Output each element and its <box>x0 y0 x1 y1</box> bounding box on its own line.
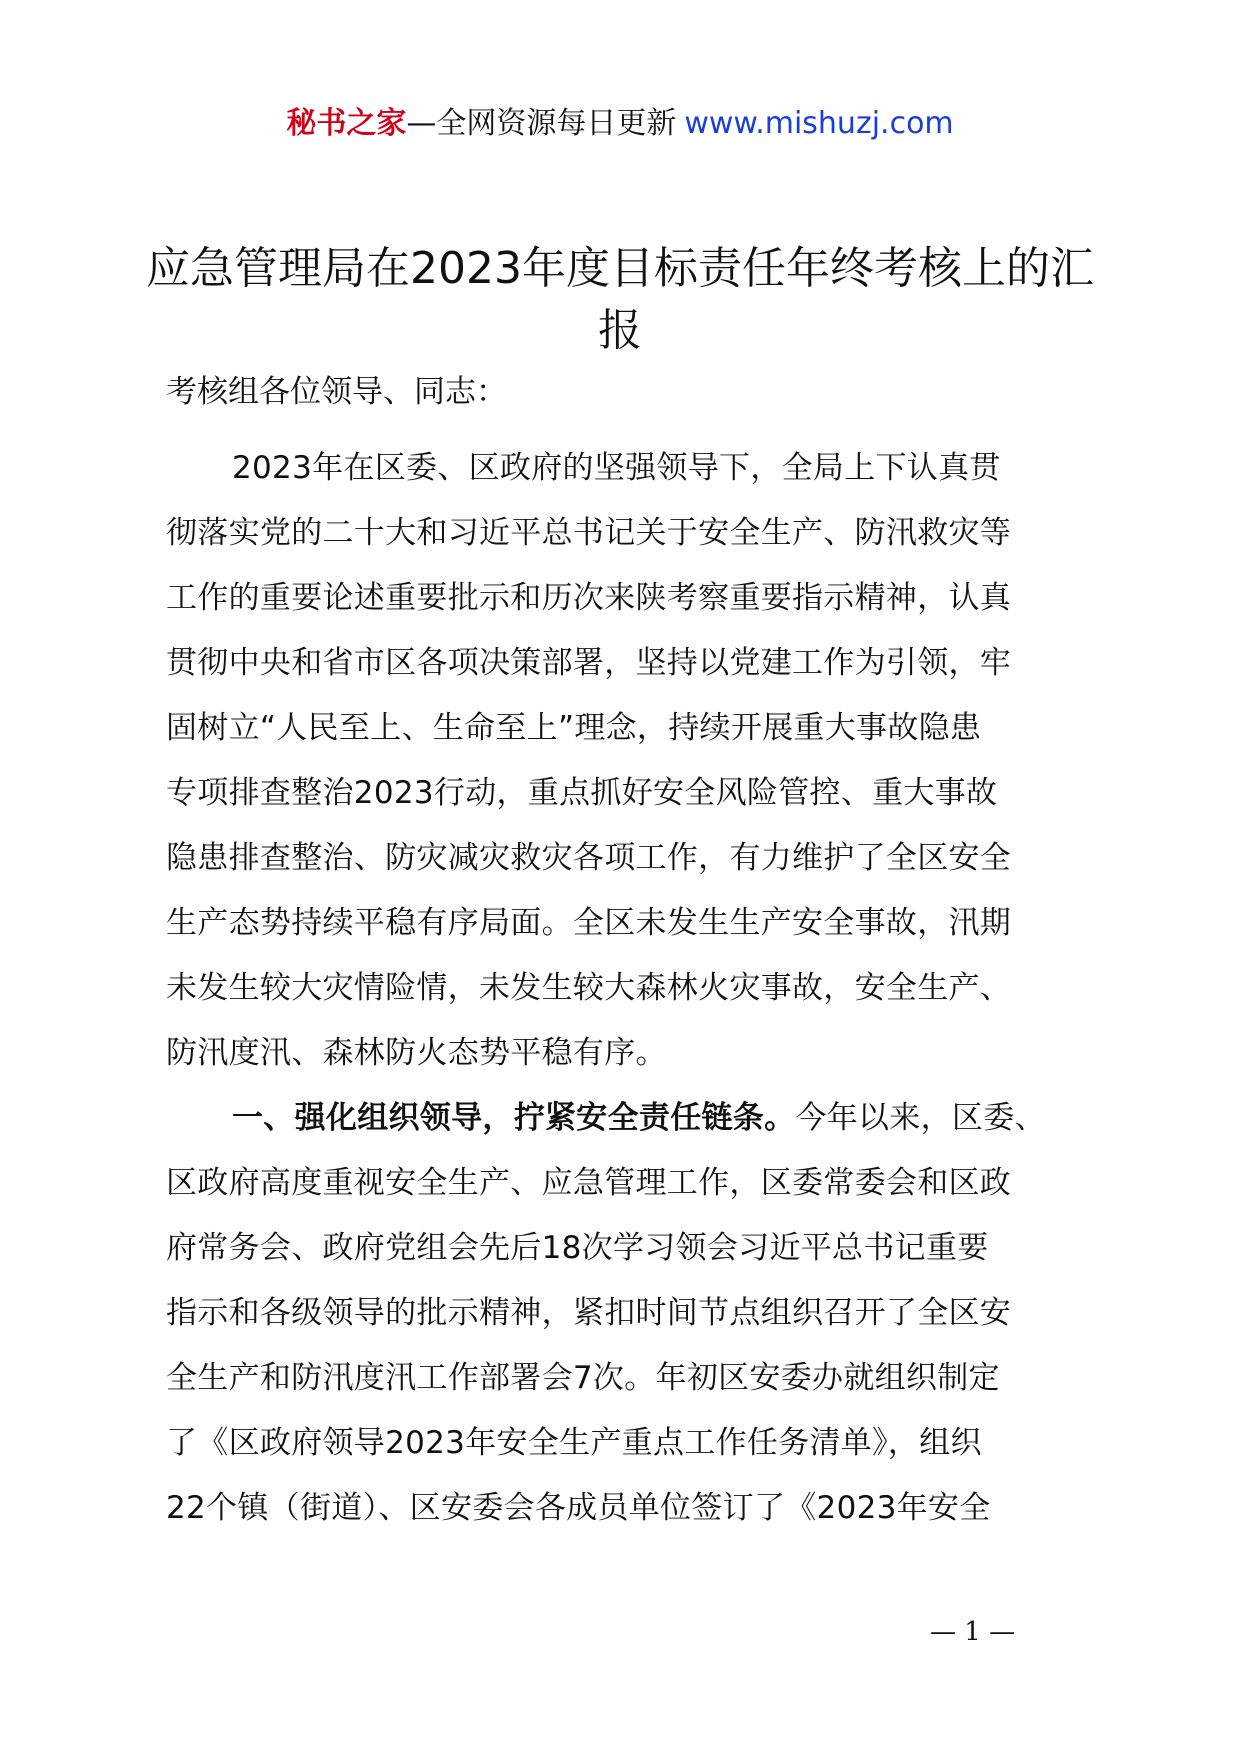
body-line: 未发生较大灾情险情，未发生较大森林火灾事故，安全生产、 <box>166 970 1012 1006</box>
body-line: 2023年在区委、区政府的坚强领导下，全局上下认真贯 <box>232 450 1001 486</box>
body-line: 区政府高度重视安全生产、应急管理工作，区委常委会和区政 <box>166 1165 1012 1201</box>
body-line: 专项排查整治2023行动，重点抓好安全风险管控、重大事故 <box>166 775 998 811</box>
site-url[interactable]: www.mishuzj.com <box>684 106 954 141</box>
document-body <box>166 436 1096 1541</box>
body-line: 了《区政府领导2023年安全生产重点工作任务清单》，组织 <box>166 1425 982 1461</box>
body-line: 固树立“人民至上、生命至上”理念，持续开展重大事故隐患 <box>166 710 982 746</box>
body-line: 防汛度汛、森林防火态势平稳有序。 <box>166 1035 667 1071</box>
section-1-heading: 一、强化组织领导，拧紧安全责任链条。 <box>232 1100 796 1136</box>
body-line: 隐患排查整治、防灾减灾救灾各项工作，有力维护了全区安全 <box>166 840 1012 876</box>
document-title: 应急管理局在2023年度目标责任年终考核上的汇报 <box>146 243 1094 356</box>
salutation: 考核组各位领导、同志： <box>166 374 507 410</box>
header-tagline: —全网资源每日更新 <box>406 106 677 141</box>
body-line: 府常务会、政府党组会先后18次学习领会习近平总书记重要 <box>166 1230 989 1266</box>
site-header <box>0 100 1240 148</box>
body-line: 22个镇（街道）、区安委会各成员单位签订了《2023年安全 <box>166 1490 991 1526</box>
brand-name: 秘书之家 <box>286 106 407 141</box>
section-1-first-line-text: 今年以来，区委、 <box>795 1100 1046 1136</box>
page-number: — 1 — <box>930 1617 1016 1647</box>
body-line: 贯彻中央和省市区各项决策部署，坚持以党建工作为引领，牢 <box>166 645 1012 681</box>
body-line: 工作的重要论述重要批示和历次来陕考察重要指示精神，认真 <box>166 580 1012 616</box>
body-line: 指示和各级领导的批示精神，紧扣时间节点组织召开了全区安 <box>166 1295 1012 1331</box>
body-line: 彻落实党的二十大和习近平总书记关于安全生产、防汛救灾等 <box>166 515 1012 551</box>
body-line: 生产态势持续平稳有序局面。全区未发生生产安全事故，汛期 <box>166 905 1012 941</box>
body-line: 全生产和防汛度汛工作部署会7次。年初区安委办就组织制定 <box>166 1360 1000 1396</box>
section-1-first-line <box>166 1086 1096 1151</box>
